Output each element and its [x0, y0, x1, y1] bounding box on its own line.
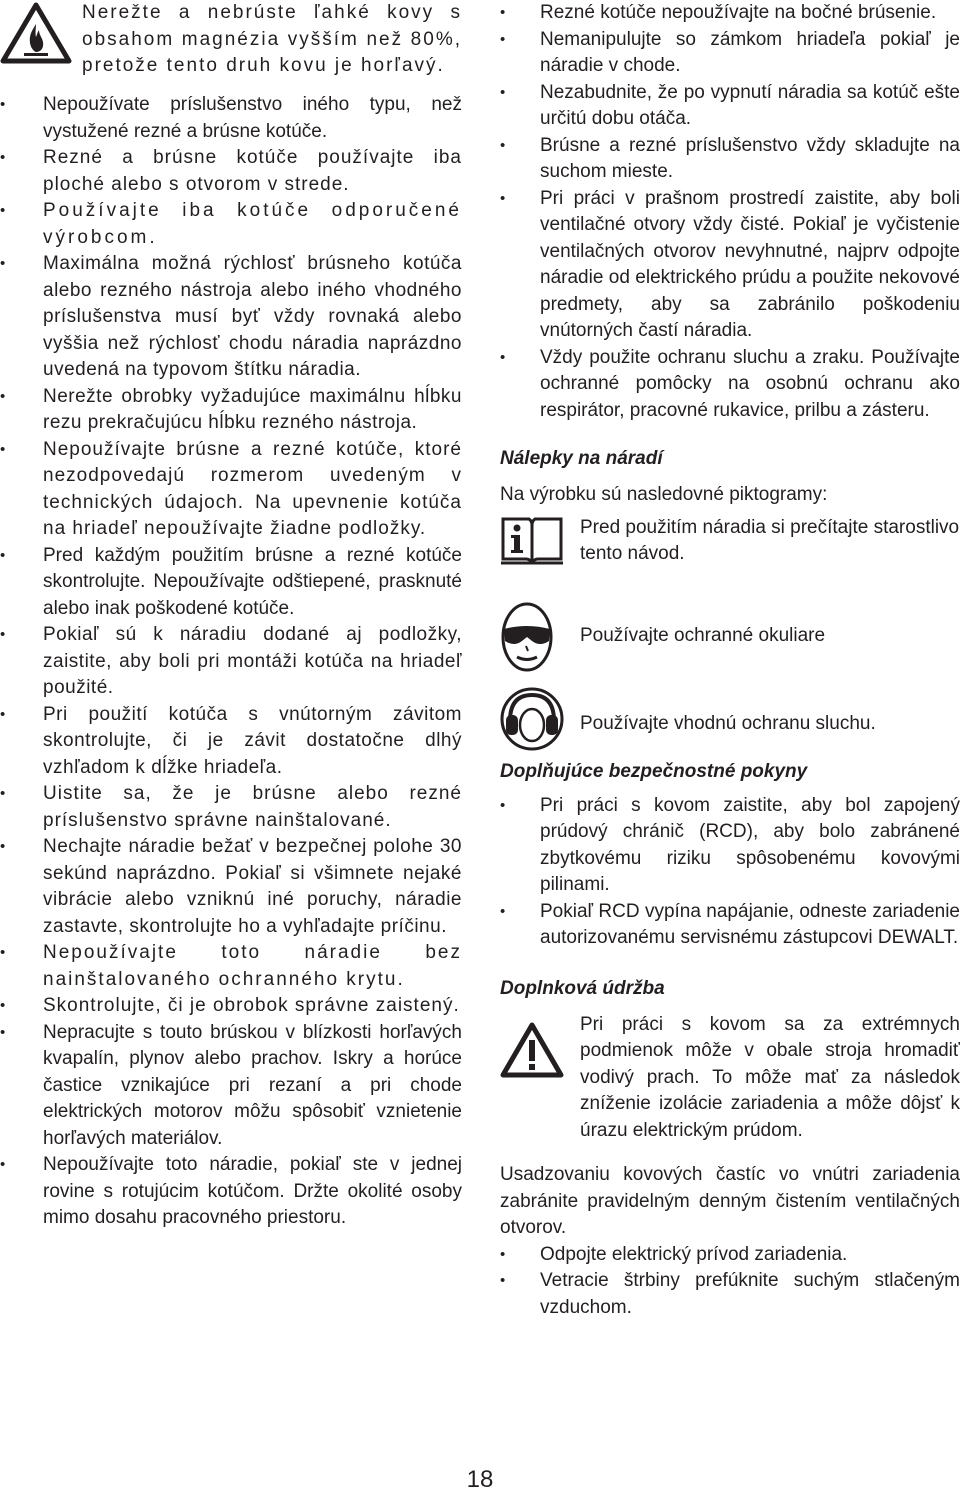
list-item: • Maximálna možná rýchlosť brúsneho kotúča alebo rezného nástroja alebo iného vhodného príslušenstva musí byť vždy rovnaká alebo vyššia než rýchlosť chodu náradia naprázdno uvedená na typovom štítku náradia. [0, 251, 462, 384]
labels-intro: Na výrobku sú nasledovné piktogramy: [500, 484, 828, 505]
warning-triangle-icon [500, 1022, 564, 1078]
list-item: • Nemanipulujte so zámkom hriadeľa pokiaľ je náradie v chode. [500, 27, 960, 80]
list-item: • Nepoužívate príslušenstvo iného typu, než vystužené rezné a brúsne kotúče. [0, 92, 462, 145]
list-item: • Vždy použite ochranu sluchu a zraku. Používajte ochranné pomôcky na osobnú ochranu ako respirátor, pracovné rukavice, prilbu a zásteru. [500, 345, 960, 425]
list-item: • Uistite sa, že je brúsne alebo rezné príslušenstvo správne nainštalované. [0, 781, 462, 834]
labels-heading: Nálepky na náradí [500, 448, 663, 469]
right-column [500, 0, 960, 1321]
list-item: • Nepoužívajte brúsne a rezné kotúče, ktoré nezodpovedajú rozmerom uvedeným v technických údajoch. Na upevnenie kotúča na hriadeľ nepoužívajte žiadne podložky. [0, 437, 462, 543]
maintenance-warning-block [500, 1012, 960, 1145]
list-item: • Odpojte elektrický prívod zariadenia. [500, 1242, 960, 1269]
flammable-warning-block [0, 0, 462, 92]
list-item: • Nerežte obrobky vyžadujúce maximálnu hĺbku rezu prekračujúcu hĺbku rezného nástroja. [0, 384, 462, 437]
list-item: • Nepoužívajte toto náradie bez nainštalovaného ochranného krytu. [0, 940, 462, 993]
list-item: • Pri práci v prašnom prostredí zaistite, aby boli ventilačné otvory vždy čisté. Pokiaľ je vyčistenie ventilačných otvorov nevyhnutné, najprv odpojte náradie od elektrického prúdu a použite nekovové predmety, aby sa zabránilo poškodeniu vnútorných častí náradia. [500, 186, 960, 345]
list-item: • Pred každým použitím brúsne a rezné kotúče skontrolujte. Nepoužívajte odštiepené, prasknuté alebo inak poškodené kotúče. [0, 543, 462, 623]
hearing-protection-icon [500, 687, 564, 751]
list-item: • Pokiaľ sú k náradiu dodané aj podložky, zaistite, aby boli pri montáži kotúča na hriadeľ použité. [0, 622, 462, 702]
list-item: • Rezné a brúsne kotúče používajte iba ploché alebo s otvorom v strede. [0, 145, 462, 198]
list-item: • Nezabudnite, že po vypnutí náradia sa kotúč ešte určitú dobu otáča. [500, 80, 960, 133]
list-item: • Pri práci s kovom zaistite, aby bol zapojený prúdový chránič (RCD), aby bolo zabránené zbytkovému riziku spôsobenému kovovými pilinami. [500, 793, 960, 899]
list-item: • Nechajte náradie bežať v bezpečnej polohe 30 sekúnd naprázdno. Pokiaľ si všimnete nejaké vibrácie alebo vzniknú iné poruchy, náradie zastavte, skontrolujte ho a vyhľadajte príčinu. [0, 834, 462, 940]
page-number: 18 [466, 1466, 494, 1493]
pictogram-text: Pred použitím náradia si prečítajte starostlivo tento návod. [580, 516, 960, 564]
read-manual-icon [500, 515, 564, 567]
flammable-warning-icon [0, 2, 72, 64]
extra-safety-heading: Doplňujúce bezpečnostné pokyny [500, 760, 808, 782]
pictogram-hearing-protection [500, 687, 960, 759]
list-item: • Vetracie štrbiny prefúknite suchým stlačeným vzduchom. [500, 1268, 960, 1321]
maintenance-text: Usadzovaniu kovových častíc vo vnútri zariadenia zabránite pravidelným denným čistením ventilačných otvorov. [500, 1164, 960, 1238]
pictogram-read-manual [500, 515, 960, 601]
flammable-warning-text: Nerežte a nebrúste ľahké kovy s obsahom magnézia vyšším než 80%, pretože tento druh kovu je horľavý. [82, 2, 462, 76]
left-column [0, 0, 462, 1232]
list-item: • Používajte iba kotúče odporučené výrobcom. [0, 198, 462, 251]
maintenance-heading: Doplnková údržba [500, 977, 665, 999]
maintenance-warning-text: Pri práci s kovom sa za extrémnych podmienok môže v obale stroja hromadiť vodivý prach. To môže mať za následok zníženie izolácie zariadenia a môže dôjsť k úrazu elektrickým prúdom. [580, 1013, 960, 1141]
list-item: • Pokiaľ RCD vypína napájanie, odneste zariadenie autorizovanému servisnému zástupcovi DEWALT. [500, 899, 960, 952]
list-item: • Pri použití kotúča s vnútorným závitom skontrolujte, či je závit dostatočne dlhý vzhľadom k dĺžke hriadeľa. [0, 702, 462, 782]
list-item: • Rezné kotúče nepoužívajte na bočné brúsenie. [500, 0, 960, 27]
pictogram-safety-glasses [500, 601, 960, 687]
list-item: • Skontrolujte, či je obrobok správne zaistený. [0, 993, 462, 1020]
safety-glasses-icon [500, 601, 554, 673]
list-item: • Brúsne a rezné príslušenstvo vždy skladujte na suchom mieste. [500, 133, 960, 186]
list-item: • Nepracujte s touto brúskou v blízkosti horľavých kvapalín, plynov alebo prachov. Iskry a horúce častice vznikajúce pri rezaní a pri chode elektrických motorov môžu spôsobiť vznietenie horľavých materiálov. [0, 1020, 462, 1153]
pictogram-text: Používajte vhodnú ochranu sluchu. [580, 712, 876, 734]
list-item: • Nepoužívajte toto náradie, pokiaľ ste v jednej rovine s rotujúcim kotúčom. Držte okolité osoby mimo dosahu pracovného priestoru. [0, 1152, 462, 1232]
pictogram-text: Používajte ochranné okuliare [580, 624, 826, 646]
